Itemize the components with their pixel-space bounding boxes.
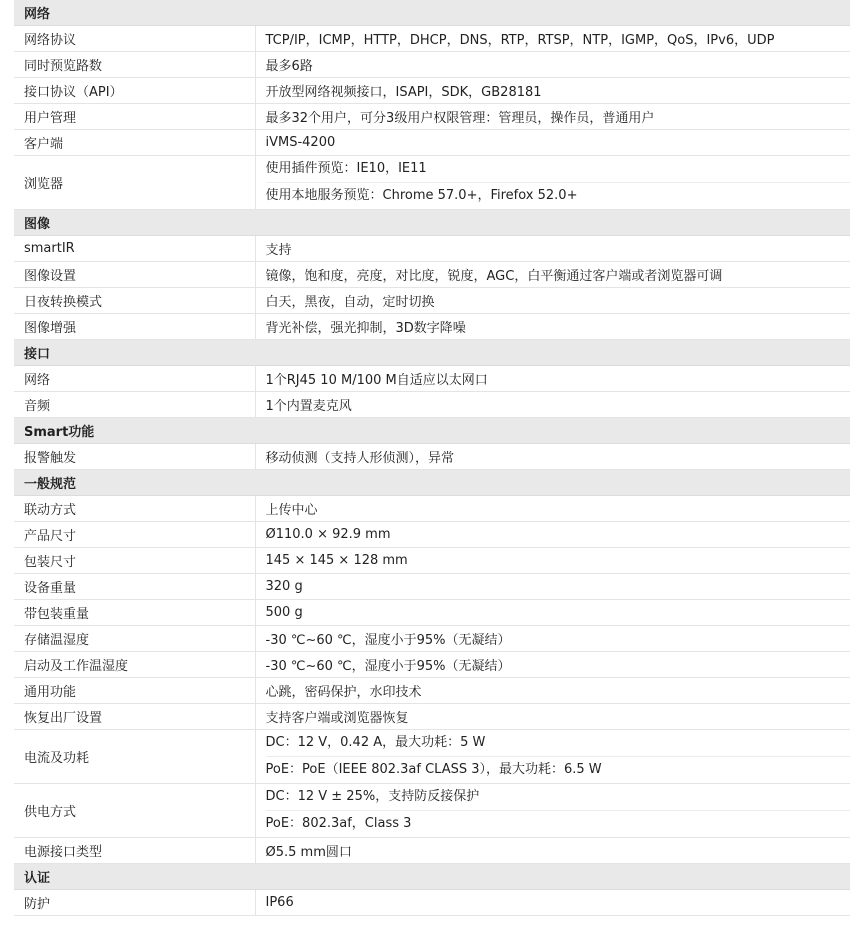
spec-row: [14, 522, 850, 548]
section-title: 网络: [14, 0, 850, 26]
section-header: [14, 210, 850, 236]
spec-value-cell: 1个内置麦克风: [255, 392, 850, 418]
spec-label: 电源接口类型: [14, 838, 255, 864]
section-title: Smart功能: [14, 418, 850, 444]
spec-label: 接口协议（API）: [14, 78, 255, 104]
spec-row: [14, 890, 850, 916]
spec-value-cell: Ø110.0 × 92.9 mm: [255, 522, 850, 548]
spec-value-cell: TCP/IP，ICMP，HTTP，DHCP，DNS，RTP，RTSP，NTP，IGMP，QoS，IPv6，UDP: [255, 26, 850, 52]
spec-label: 图像设置: [14, 262, 255, 288]
spec-value-cell: 145 × 145 × 128 mm: [255, 548, 850, 574]
spec-label: 供电方式: [14, 784, 255, 838]
section-title: 认证: [14, 864, 850, 890]
spec-row: [14, 288, 850, 314]
spec-label: 启动及工作温湿度: [14, 652, 255, 678]
spec-value-cell: 背光补偿，强光抑制，3D数字降噪: [255, 314, 850, 340]
spec-label: 报警触发: [14, 444, 255, 470]
spec-value-cell: 500 g: [255, 600, 850, 626]
spec-row: [14, 652, 850, 678]
spec-value-cell: [255, 730, 850, 784]
spec-value-cell: -30 ℃~60 ℃，湿度小于95%（无凝结）: [255, 626, 850, 652]
spec-row: [14, 130, 850, 156]
spec-row: [14, 314, 850, 340]
spec-label: 设备重量: [14, 574, 255, 600]
spec-row: [14, 104, 850, 130]
spec-row: [14, 52, 850, 78]
spec-value-line: 使用本地服务预览：Chrome 57.0+，Firefox 52.0+: [266, 182, 851, 209]
spec-value-cell: iVMS-4200: [255, 130, 850, 156]
spec-value-cell: 上传中心: [255, 496, 850, 522]
spec-value-cell: 开放型网络视频接口，ISAPI，SDK，GB28181: [255, 78, 850, 104]
spec-label: 通用功能: [14, 678, 255, 704]
spec-label: 客户端: [14, 130, 255, 156]
spec-row: [14, 678, 850, 704]
spec-value-cell: 支持客户端或浏览器恢复: [255, 704, 850, 730]
spec-value-cell: IP66: [255, 890, 850, 916]
spec-value-line: PoE：802.3af，Class 3: [266, 810, 851, 837]
spec-sheet: [14, 0, 850, 916]
section-title: 图像: [14, 210, 850, 236]
spec-row: [14, 784, 850, 838]
spec-value-cell: 320 g: [255, 574, 850, 600]
spec-label: 同时预览路数: [14, 52, 255, 78]
spec-label: 用户管理: [14, 104, 255, 130]
spec-label: smartIR: [14, 236, 255, 262]
spec-row: [14, 548, 850, 574]
spec-value-cell: 支持: [255, 236, 850, 262]
spec-label: 包装尺寸: [14, 548, 255, 574]
spec-row: [14, 600, 850, 626]
spec-label: 恢复出厂设置: [14, 704, 255, 730]
spec-table: [14, 0, 850, 916]
spec-label: 联动方式: [14, 496, 255, 522]
spec-value-cell: 心跳，密码保护，水印技术: [255, 678, 850, 704]
spec-label: 存储温湿度: [14, 626, 255, 652]
spec-value-line: 使用插件预览：IE10，IE11: [265, 161, 427, 176]
section-title: 一般规范: [14, 470, 850, 496]
section-header: [14, 0, 850, 26]
spec-row: [14, 838, 850, 864]
spec-value-cell: 移动侦测（支持人形侦测），异常: [255, 444, 850, 470]
spec-row: [14, 574, 850, 600]
spec-value-cell: [255, 156, 850, 210]
spec-row: [14, 366, 850, 392]
section-header: [14, 418, 850, 444]
spec-value-cell: 最多32个用户，可分3级用户权限管理：管理员，操作员，普通用户: [255, 104, 850, 130]
spec-row: [14, 78, 850, 104]
spec-value-cell: 白天，黑夜，自动，定时切换: [255, 288, 850, 314]
spec-label: 浏览器: [14, 156, 255, 210]
section-header: [14, 864, 850, 890]
spec-row: [14, 496, 850, 522]
spec-label: 日夜转换模式: [14, 288, 255, 314]
spec-value-cell: 最多6路: [255, 52, 850, 78]
spec-row: [14, 704, 850, 730]
spec-row: [14, 26, 850, 52]
spec-row: [14, 626, 850, 652]
spec-label: 防护: [14, 890, 255, 916]
spec-label: 网络: [14, 366, 255, 392]
spec-value-cell: 1个RJ45 10 M/100 M自适应以太网口: [255, 366, 850, 392]
spec-row: [14, 730, 850, 784]
spec-value-cell: Ø5.5 mm圆口: [255, 838, 850, 864]
spec-label: 电流及功耗: [14, 730, 255, 784]
spec-row: [14, 444, 850, 470]
spec-row: [14, 392, 850, 418]
spec-label: 带包装重量: [14, 600, 255, 626]
spec-row: [14, 262, 850, 288]
spec-label: 产品尺寸: [14, 522, 255, 548]
spec-label: 网络协议: [14, 26, 255, 52]
spec-value-line: PoE：PoE（IEEE 802.3af CLASS 3），最大功耗：6.5 W: [266, 756, 851, 783]
section-header: [14, 470, 850, 496]
spec-row: [14, 236, 850, 262]
spec-value-line: DC：12 V，0.42 A，最大功耗：5 W: [265, 735, 486, 750]
section-title: 接口: [14, 340, 850, 366]
spec-value-cell: 镜像，饱和度，亮度，对比度，锐度，AGC，白平衡通过客户端或者浏览器可调: [255, 262, 850, 288]
section-header: [14, 340, 850, 366]
spec-label: 音频: [14, 392, 255, 418]
spec-value-line: DC：12 V ± 25%，支持防反接保护: [265, 789, 480, 804]
spec-label: 图像增强: [14, 314, 255, 340]
spec-row: [14, 156, 850, 210]
spec-value-cell: [255, 784, 850, 838]
spec-value-cell: -30 ℃~60 ℃，湿度小于95%（无凝结）: [255, 652, 850, 678]
